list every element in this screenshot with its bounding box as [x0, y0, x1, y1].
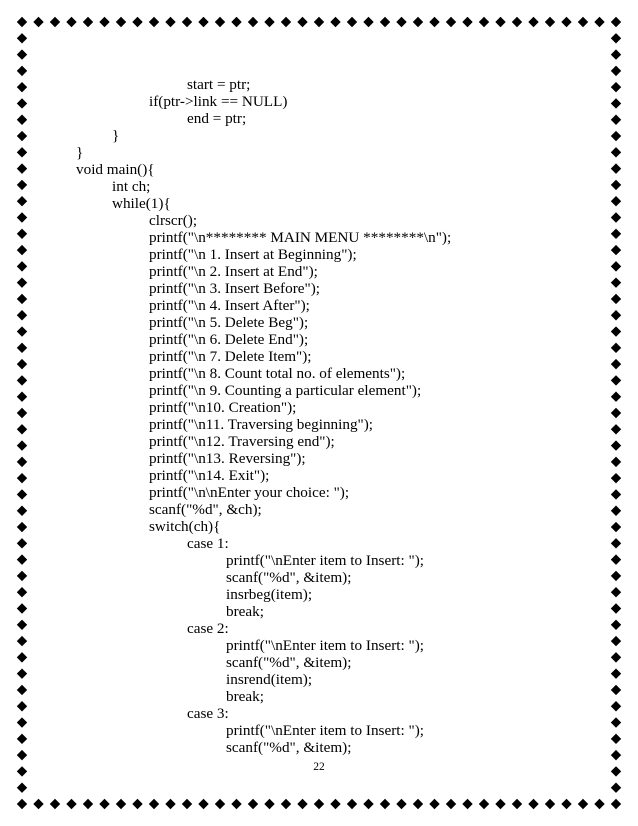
- diamond-ornament: [17, 277, 27, 287]
- code-line: scanf("%d", &ch);: [149, 501, 262, 518]
- diamond-ornament: [297, 17, 307, 27]
- diamond-ornament: [99, 17, 109, 27]
- diamond-ornament: [611, 522, 621, 532]
- diamond-ornament: [17, 734, 27, 744]
- diamond-ornament: [330, 17, 340, 27]
- code-line: insrbeg(item);: [226, 586, 313, 603]
- diamond-ornament: [611, 408, 621, 418]
- diamond-ornament: [231, 799, 241, 809]
- code-line: }: [112, 127, 120, 144]
- diamond-ornament: [215, 17, 225, 27]
- diamond-ornament: [347, 17, 357, 27]
- diamond-ornament: [17, 799, 27, 809]
- diamond-ornament: [17, 522, 27, 532]
- diamond-ornament: [330, 799, 340, 809]
- diamond-ornament: [611, 587, 621, 597]
- diamond-ornament: [297, 799, 307, 809]
- diamond-ornament: [17, 261, 27, 271]
- diamond-ornament: [611, 603, 621, 613]
- diamond-ornament: [611, 98, 621, 108]
- diamond-ornament: [17, 571, 27, 581]
- diamond-ornament: [611, 82, 621, 92]
- diamond-ornament: [611, 359, 621, 369]
- diamond-ornament: [264, 17, 274, 27]
- diamond-ornament: [17, 489, 27, 499]
- diamond-ornament: [17, 440, 27, 450]
- diamond-ornament: [17, 392, 27, 402]
- code-line: printf("\n 7. Delete Item");: [149, 348, 312, 365]
- diamond-ornament: [512, 17, 522, 27]
- diamond-ornament: [17, 538, 27, 548]
- diamond-ornament: [17, 457, 27, 467]
- diamond-ornament: [17, 343, 27, 353]
- page-number: 22: [313, 761, 325, 773]
- diamond-ornament: [594, 17, 604, 27]
- diamond-ornament: [611, 277, 621, 287]
- code-line: printf("\n13. Reversing");: [149, 450, 306, 467]
- diamond-ornament: [611, 734, 621, 744]
- diamond-ornament: [413, 799, 423, 809]
- diamond-ornament: [396, 799, 406, 809]
- code-line: scanf("%d", &item);: [226, 654, 352, 671]
- diamond-ornament: [17, 652, 27, 662]
- diamond-ornament: [611, 685, 621, 695]
- diamond-ornament: [17, 294, 27, 304]
- diamond-ornament: [17, 82, 27, 92]
- diamond-ornament: [17, 587, 27, 597]
- diamond-ornament: [17, 180, 27, 190]
- diamond-ornament: [99, 799, 109, 809]
- diamond-ornament: [545, 799, 555, 809]
- diamond-ornament: [611, 375, 621, 385]
- diamond-ornament: [116, 17, 126, 27]
- diamond-ornament: [17, 473, 27, 483]
- diamond-ornament: [363, 799, 373, 809]
- diamond-ornament: [413, 17, 423, 27]
- diamond-ornament: [17, 66, 27, 76]
- code-line: if(ptr->link == NULL): [149, 93, 288, 110]
- diamond-ornament: [17, 326, 27, 336]
- diamond-ornament: [429, 17, 439, 27]
- diamond-ornament: [495, 17, 505, 27]
- diamond-ornament: [594, 799, 604, 809]
- diamond-ornament: [231, 17, 241, 27]
- diamond-ornament: [611, 147, 621, 157]
- diamond-ornament: [281, 799, 291, 809]
- diamond-ornament: [462, 799, 472, 809]
- diamond-ornament: [611, 17, 621, 27]
- diamond-ornament: [17, 620, 27, 630]
- diamond-ornament: [17, 636, 27, 646]
- code-line: printf("\n 4. Insert After");: [149, 297, 310, 314]
- diamond-ornament: [17, 33, 27, 43]
- diamond-ornament: [215, 799, 225, 809]
- diamond-ornament: [611, 424, 621, 434]
- code-line: printf("\n14. Exit");: [149, 467, 270, 484]
- diamond-ornament: [17, 668, 27, 678]
- page-border: [16, 16, 622, 810]
- code-line: break;: [226, 603, 264, 620]
- diamond-ornament: [281, 17, 291, 27]
- diamond-ornament: [380, 799, 390, 809]
- diamond-ornament: [611, 783, 621, 793]
- code-line: printf("\n12. Traversing end");: [149, 433, 335, 450]
- diamond-ornament: [611, 49, 621, 59]
- diamond-ornament: [611, 554, 621, 564]
- diamond-ornament: [545, 17, 555, 27]
- diamond-ornament: [17, 212, 27, 222]
- diamond-ornament: [33, 17, 43, 27]
- code-line: printf("\n******** MAIN MENU ********\n");: [149, 229, 452, 246]
- code-line: printf("\n 2. Insert at End");: [149, 263, 318, 280]
- diamond-ornament: [198, 17, 208, 27]
- diamond-ornament: [611, 620, 621, 630]
- diamond-ornament: [611, 196, 621, 206]
- diamond-ornament: [611, 115, 621, 125]
- diamond-ornament: [528, 17, 538, 27]
- code-line: while(1){: [112, 195, 171, 212]
- diamond-ornament: [17, 196, 27, 206]
- diamond-ornament: [17, 115, 27, 125]
- diamond-ornament: [611, 294, 621, 304]
- diamond-ornament: [248, 799, 258, 809]
- diamond-ornament: [116, 799, 126, 809]
- diamond-ornament: [611, 440, 621, 450]
- diamond-ornament: [611, 652, 621, 662]
- diamond-ornament: [182, 799, 192, 809]
- diamond-ornament: [611, 799, 621, 809]
- diamond-ornament: [17, 603, 27, 613]
- diamond-ornament: [528, 799, 538, 809]
- diamond-ornament: [611, 668, 621, 678]
- diamond-ornament: [611, 229, 621, 239]
- diamond-ornament: [611, 212, 621, 222]
- diamond-ornament: [149, 17, 159, 27]
- diamond-ornament: [611, 750, 621, 760]
- diamond-ornament: [248, 17, 258, 27]
- diamond-ornament: [561, 17, 571, 27]
- diamond-ornament: [347, 799, 357, 809]
- diamond-ornament: [17, 163, 27, 173]
- diamond-ornament: [182, 17, 192, 27]
- code-line: printf("\n11. Traversing beginning");: [149, 416, 374, 433]
- code-line: printf("\n 8. Count total no. of elements");: [149, 365, 406, 382]
- diamond-ornament: [495, 799, 505, 809]
- diamond-ornament: [17, 554, 27, 564]
- code-line: printf("\n10. Creation");: [149, 399, 297, 416]
- diamond-ornament: [611, 473, 621, 483]
- diamond-ornament: [132, 799, 142, 809]
- code-line: break;: [226, 688, 264, 705]
- code-line: printf("\nEnter item to Insert: ");: [226, 552, 424, 569]
- diamond-ornament: [314, 799, 324, 809]
- diamond-ornament: [83, 799, 93, 809]
- code-line: printf("\n 5. Delete Beg");: [149, 314, 309, 331]
- diamond-ornament: [165, 17, 175, 27]
- diamond-ornament: [17, 229, 27, 239]
- diamond-ornament: [561, 799, 571, 809]
- diamond-ornament: [149, 799, 159, 809]
- diamond-ornament: [363, 17, 373, 27]
- code-line: void main(){: [76, 161, 155, 178]
- diamond-ornament: [611, 571, 621, 581]
- code-line: switch(ch){: [149, 518, 221, 535]
- diamond-ornament: [611, 33, 621, 43]
- diamond-ornament: [611, 131, 621, 141]
- code-line: int ch;: [112, 178, 151, 195]
- code-line: printf("\n 6. Delete End");: [149, 331, 309, 348]
- diamond-ornament: [479, 799, 489, 809]
- diamond-ornament: [479, 17, 489, 27]
- code-line: printf("\nEnter item to Insert: ");: [226, 637, 424, 654]
- diamond-ornament: [83, 17, 93, 27]
- code-line: start = ptr;: [187, 76, 251, 93]
- diamond-ornament: [396, 17, 406, 27]
- diamond-ornament: [446, 799, 456, 809]
- diamond-ornament: [50, 799, 60, 809]
- diamond-ornament: [611, 538, 621, 548]
- code-line: end = ptr;: [187, 110, 247, 127]
- diamond-ornament: [17, 98, 27, 108]
- diamond-ornament: [611, 506, 621, 516]
- diamond-ornament: [17, 49, 27, 59]
- diamond-ornament: [17, 750, 27, 760]
- diamond-ornament: [611, 163, 621, 173]
- code-line: clrscr();: [149, 212, 198, 229]
- code-line: printf("\n\nEnter your choice: ");: [149, 484, 350, 501]
- diamond-ornament: [611, 180, 621, 190]
- diamond-ornament: [132, 17, 142, 27]
- diamond-ornament: [611, 261, 621, 271]
- code-line: case 2:: [187, 620, 229, 637]
- diamond-ornament: [611, 310, 621, 320]
- diamond-ornament: [198, 799, 208, 809]
- diamond-ornament: [17, 17, 27, 27]
- code-line: scanf("%d", &item);: [226, 739, 352, 756]
- diamond-border-ornament: [16, 16, 622, 810]
- diamond-ornament: [462, 17, 472, 27]
- diamond-ornament: [66, 17, 76, 27]
- diamond-ornament: [446, 17, 456, 27]
- code-line: printf("\n 3. Insert Before");: [149, 280, 320, 297]
- code-line: insrend(item);: [226, 671, 313, 688]
- diamond-ornament: [611, 245, 621, 255]
- diamond-ornament: [17, 310, 27, 320]
- diamond-ornament: [578, 17, 588, 27]
- diamond-ornament: [17, 131, 27, 141]
- diamond-ornament: [578, 799, 588, 809]
- code-line: printf("\n 1. Insert at Beginning");: [149, 246, 357, 263]
- diamond-ornament: [611, 457, 621, 467]
- diamond-ornament: [611, 66, 621, 76]
- diamond-ornament: [17, 701, 27, 711]
- diamond-ornament: [17, 424, 27, 434]
- diamond-ornament: [17, 717, 27, 727]
- diamond-ornament: [33, 799, 43, 809]
- diamond-ornament: [17, 506, 27, 516]
- code-line: case 3:: [187, 705, 229, 722]
- diamond-ornament: [512, 799, 522, 809]
- diamond-ornament: [17, 245, 27, 255]
- code-line: case 1:: [187, 535, 229, 552]
- diamond-ornament: [611, 326, 621, 336]
- diamond-ornament: [17, 375, 27, 385]
- diamond-ornament: [611, 392, 621, 402]
- code-line: scanf("%d", &item);: [226, 569, 352, 586]
- code-line: printf("\nEnter item to Insert: ");: [226, 722, 424, 739]
- code-line: }: [76, 144, 84, 161]
- diamond-ornament: [17, 147, 27, 157]
- diamond-ornament: [611, 489, 621, 499]
- diamond-ornament: [314, 17, 324, 27]
- diamond-ornament: [611, 636, 621, 646]
- diamond-ornament: [17, 408, 27, 418]
- diamond-ornament: [611, 717, 621, 727]
- diamond-ornament: [264, 799, 274, 809]
- diamond-ornament: [165, 799, 175, 809]
- diamond-ornament: [380, 17, 390, 27]
- diamond-ornament: [611, 701, 621, 711]
- diamond-ornament: [17, 783, 27, 793]
- diamond-ornament: [429, 799, 439, 809]
- diamond-ornament: [17, 359, 27, 369]
- diamond-ornament: [50, 17, 60, 27]
- diamond-ornament: [611, 343, 621, 353]
- diamond-ornament: [66, 799, 76, 809]
- code-line: printf("\n 9. Counting a particular element");: [149, 382, 422, 399]
- diamond-ornament: [17, 685, 27, 695]
